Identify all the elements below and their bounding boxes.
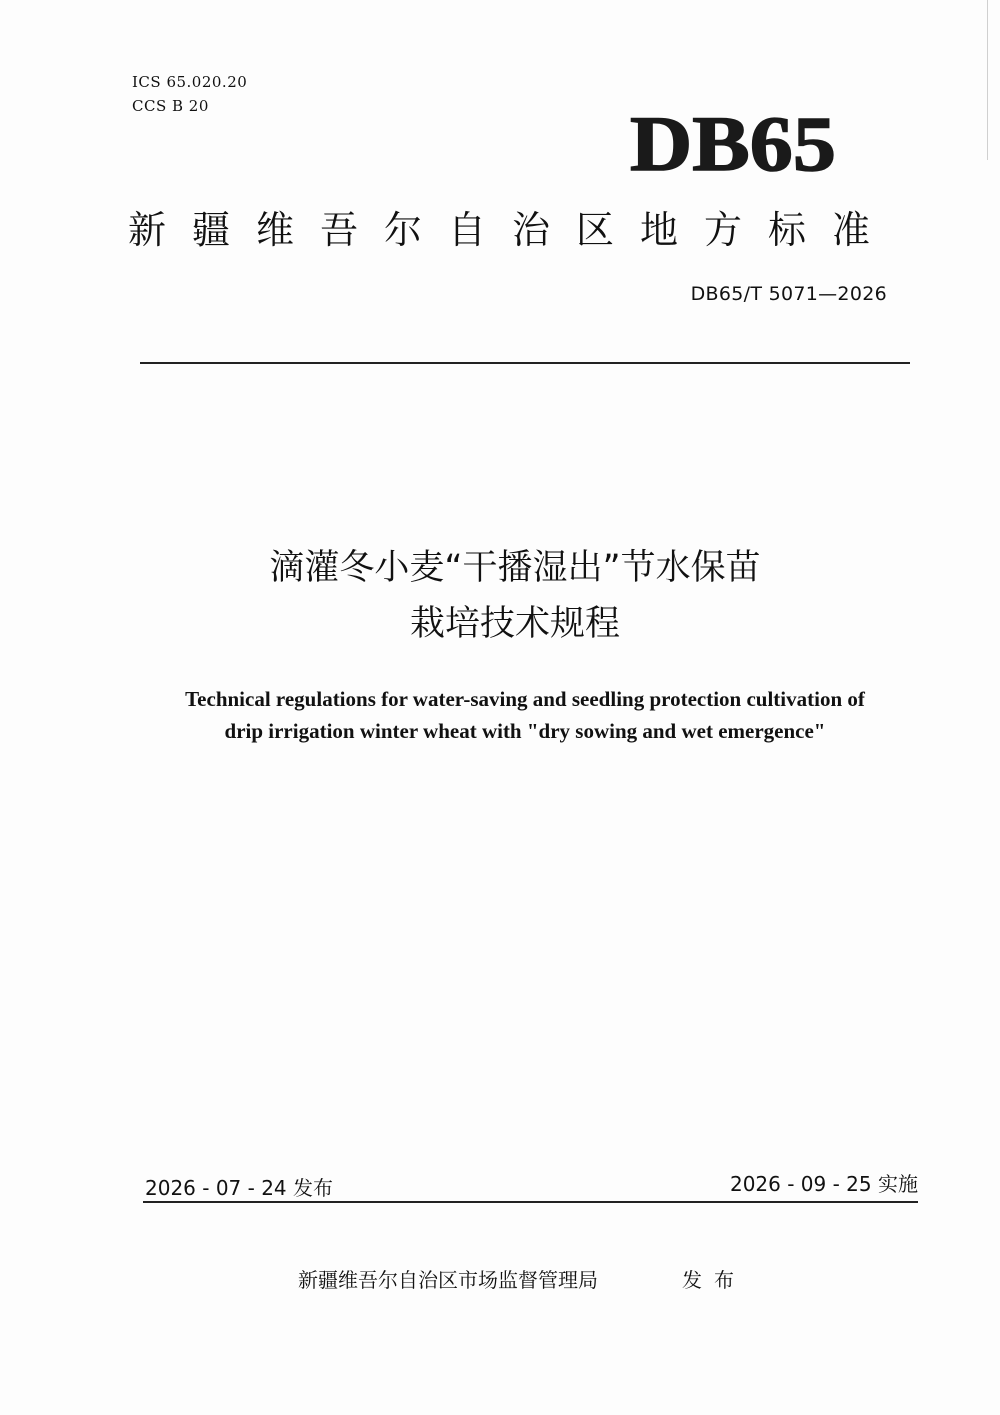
english-title-line-1: Technical regulations for water-saving and seedling protection cultivation of <box>185 687 865 711</box>
publisher-name: 新疆维吾尔自治区市场监督管理局 <box>298 1268 598 1292</box>
chinese-title-line-1: 滴灌冬小麦“干播湿出”节水保苗 <box>269 548 761 588</box>
implementation-date: 2026 - 09 - 25 实施 <box>729 1172 918 1196</box>
scan-edge-line <box>987 0 988 160</box>
chinese-title-line-2: 栽培技术规程 <box>409 604 620 644</box>
issue-date: 2026 - 07 - 24 发布 <box>145 1176 334 1200</box>
publish-label: 发布 <box>682 1268 746 1292</box>
english-title-line-2: drip irrigation winter wheat with "dry sowing and wet emergence" <box>224 719 826 743</box>
standard-number: DB65/T 5071—2026 <box>690 283 887 305</box>
db65-logo <box>630 108 840 180</box>
classification-block <box>132 70 247 118</box>
ics-code: ICS 65.020.20 <box>132 73 248 91</box>
issuing-authority-title: 新疆维吾尔自治区地方标准 <box>128 208 897 252</box>
english-title <box>100 683 950 747</box>
header-divider <box>140 362 910 364</box>
ccs-code: CCS B 20 <box>132 97 209 115</box>
logo-text: DB65 <box>630 108 836 180</box>
chinese-title <box>100 540 930 652</box>
footer-divider <box>143 1201 918 1203</box>
